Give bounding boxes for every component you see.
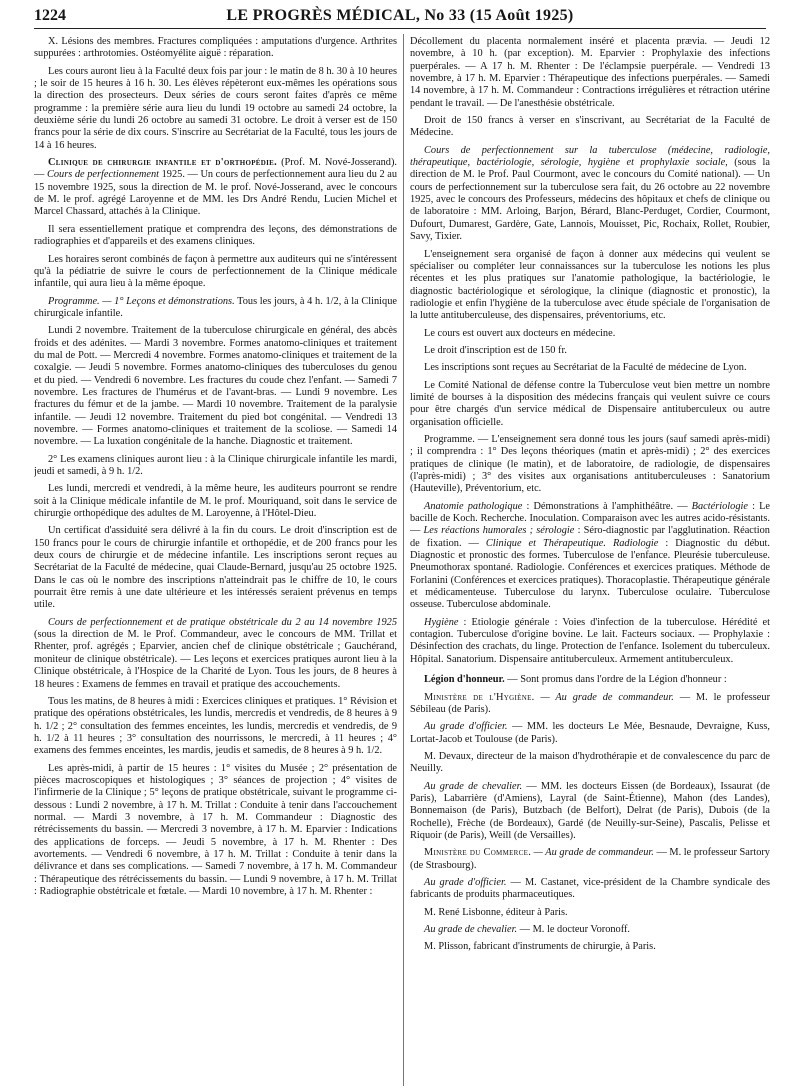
paragraph-text: — MM. les docteurs Le Mée, Besnaude, Devraigne, Kuss, Lortat-Jacob et Toulouse (de Paris). xyxy=(410,721,770,745)
grade-label: — Au grade de commandeur. xyxy=(540,691,674,703)
right-column xyxy=(410,36,770,1086)
column-divider xyxy=(403,34,404,1086)
paragraph-text: — M. le docteur Voronoff. xyxy=(519,924,630,935)
paragraph-text: : Le bacille de Koch. Recherche. Inoculation. Comparaison avec les autres acido-résistants. — xyxy=(410,500,770,537)
paragraph-auditeurs: Les lundi, mercredi et vendredi, à la même heure, les auditeurs pourront se rendre soit à la Clinique médicale infantile de M. le prof. Mouriquand, soit dans le service de chirurgie orthopédique des adultes de M. Laroyenne, à l'Hôtel-Dieu. xyxy=(34,483,397,520)
paragraph-certificat: Un certificat d'assiduité sera délivré à la fin du cours. Le droit d'inscription est de 150 francs pour le cours de chirurgie infantile et orthopédie, et de 200 francs pour les deux cours de chirurgie et de médecine infantile. Les inscriptions seront reçues au Secrétariat de la Faculté de médecine, quai Claude-Bernard, jusqu'au 25 octobre 1925. Dans le cas où le nombre des inscriptions n'atteindrait pas le chiffre de 10, le cours pourrait être remis à une date ultérieure et les intéressés seraient prévenus en temps utile. xyxy=(34,525,397,611)
topic-label: Bactériologie xyxy=(691,500,748,512)
ministry-name: Ministère de l'Hygiène. xyxy=(424,691,535,703)
paragraph-text: : Etiologie générale : Voies d'infection de la tuberculose. Hérédité et contagion. Tuberculose d'origine bovine. Le lait. Facteurs sociaux. — Prophylaxie : Désinfection des crachats, du linge. Protection de l'enfance. Isolement du tuberculeux. Hôpital. Sanatorium. Dispensaire antituberculeux. Armement antituberculeux. xyxy=(410,616,770,665)
topic-label: Les réactions humorales ; sérologie xyxy=(423,525,575,537)
programme-lead: Programme. — 1° Leçons et démonstrations. xyxy=(48,295,235,307)
paragraph-text: (sous la direction de M. le Prof. Paul Courmont, avec le concours du Comité national). — Un cours de perfectionnement sur la tuberculose sera fait, du 26 octobre au 22 novembre 1925, avec le concours des Professeurs, médecins des hôpitaux et chefs de clinique ou de laboratoire : MM. Arloing, Barjon, Bérard, Blanc-Perduget, Cordier, Courmont, Dufourt, Dumarest, Gardère, Gate, Lannois, Mouisset, Pic, Rochaix, Rollet, Roubier, Savy, Tixier. xyxy=(410,157,770,243)
grade-label: — Au grade de commandeur. xyxy=(533,847,654,859)
paragraph-comite: Le Comité National de défense contre la Tuberculose veut bien mettre un nombre limité de bourses à la disposition des médecins français qui veulent suivre ce cours pour être chargés d'un service médical de Dispensaire antituberculeux ou autre organisation officielle. xyxy=(410,379,770,428)
paragraph-schedule: Lundi 2 novembre. Traitement de la tuberculose chirurgicale en général, des abcès froids et des adénites. — Mardi 3 novembre. Formes anatomo-cliniques et traitement du mal de Pott. — Mercredi 4 novembre. Formes anatomo-cliniques et traitement de la coxalgie. — Jeudi 5 novembre. Formes anatomo-cliniques des tuberculoses du genou et du pied. — Vendredi 6 novembre. Les fractures du coude chez l'enfant. — Samedi 7 novembre. Les fractures de l'humérus et de l'avant-bras. — Lundi 9 novembre. Les fractures du fémur et de la jambe. — Mardi 10 novembre. Traitement de la paralysie infantile. — Jeudi 12 novembre. Traitement du pied bot congénital. — Vendredi 13 novembre. — Formes anatomo-cliniques et traitement de la scoliose. — Samedi 14 novembre. — La luxation congénitale de la hanche. Diagnostic et traitement. xyxy=(34,325,397,448)
paragraph-devaux: M. Devaux, directeur de la maison d'hydrothérapie et de convalescence du parc de Neuilly. xyxy=(410,750,770,775)
paragraph-hygiene xyxy=(410,617,770,666)
paragraph-droit-inscription: Le droit d'inscription est de 150 fr. xyxy=(424,344,567,356)
paragraph-text: — M. le professeur Sébileau (de Paris). xyxy=(410,691,770,715)
paragraph-text: — Sont promus dans l'ordre de la Légion d'honneur : xyxy=(507,674,727,686)
paragraph-lesions: X. Lésions des membres. Fractures compliquées : amputations d'urgence. Arthrites suppurées : arthrotomies. Ostéomyélite aiguë : réparation. xyxy=(34,36,397,60)
paragraph-text: — M. le professeur Sartory (de Strasbourg). xyxy=(410,847,770,871)
page-number: 1224 xyxy=(34,7,66,24)
topic-label: Clinique et Thérapeutique. Radiologie xyxy=(485,537,659,549)
course-title: Cours de perfectionnement xyxy=(46,169,160,181)
paragraph-text: (sous la direction de M. le Prof. Commandeur, avec le concours de MM. Trillat et Rhenter, prof. agrégés ; Eparvier, ancien chef de clinique obstétricale ; Gauchérand, moniteur de clinique obstétricale). — Les leçons et exercices pratiques auront lieu à la Clinique obstétricale, à l'Hospice de la Charité de Lyon. Tous les jours, de 8 heures à 18 heures : Examens de femmes en travail et pratique des accouchements. xyxy=(34,629,397,690)
paragraph-clinique-infantile: Clinique de chirurgie infantile et d'orthopédie. (Prof. M. Nové-Josserand). — Cours de perfectionnement 1925. — Un cours de perfectionnement aura lieu du 2 au 15 novembre 1925, sous la direction de M. le prof. Nové-Josserand, avec le concours de M. le prof. agrégé Laroyenne et de MM. les Drs André Rendu, Lucien Michel et Marcel Chassard, attachés à la Clinique. xyxy=(34,157,397,218)
paragraph-hygiene-ministere xyxy=(410,692,770,717)
paragraph-text: — MM. les docteurs Eissen (de Bordeaux), Issaurat (de Paris), Labarrière (d'Amiens), Layral (de Saint-Étienne), Mahon (des Landes), Bonnemaison (de Paris), Butzbach (de Belfort), Delrat (de Paris), Dubois (de la Rochelle), Frèche (de Bordeaux), Gardé (de Neuilly-sur-Seine), Pascalis, Pelisse et Riquoir (de Paris), Weill (de Versailles). xyxy=(410,780,770,841)
journal-title: LE PROGRÈS MÉDICAL, No 33 (15 Août 1925) xyxy=(226,7,574,24)
paragraph-plisson: M. Plisson, fabricant d'instruments de chirurgie, à Paris. xyxy=(424,941,656,953)
section-heading: Clinique de chirurgie infantile et d'orthopédie. xyxy=(48,157,278,169)
paragraph-commerce-chevalier xyxy=(410,924,770,936)
paragraph-text: Tous les jours, à 4 h. 1/2, à la Clinique chirurgicale infantile. xyxy=(34,295,397,319)
paragraph-officier xyxy=(410,721,770,746)
course-title: Cours de perfectionnement et de pratique obstétricale du 2 au 14 novembre 1925 xyxy=(48,616,397,628)
left-column xyxy=(34,36,397,1086)
paragraph-tuberculose xyxy=(410,145,770,244)
paragraph-text: : Démonstrations à l'amphithéâtre. — xyxy=(526,500,688,512)
ministry-name: Ministère du Commerce. xyxy=(424,847,532,859)
grade-label: Au grade de chevalier. xyxy=(424,780,523,792)
paragraph-commerce xyxy=(410,847,770,872)
paragraph-programme-tuberculose: Programme. — L'enseignement sera donné tous les jours (sauf samedi après-midi) ; il comprendra : 1° Des leçons théoriques (matin et après-midi) ; 2° des exercices pratiques de clinique (le matin), et de laboratoire, de radiologie, de dispensaires (l'après-midi) ; 3° des visites aux organisations antituberculeuses : Sanatorium (Hauteville), Préventorium, etc. xyxy=(410,433,770,495)
grade-label: Au grade d'officier. xyxy=(424,876,507,888)
course-title: Cours de perfectionnement sur la tuberculose (médecine, radiologie, thérapeutique, bactériologie, sérologie, hygiène et prophylaxie sociale, xyxy=(410,144,770,169)
paragraph-droit: Droit de 150 francs à verser en s'inscrivant, au Secrétariat de la Faculté de Médecine. xyxy=(410,115,770,139)
paragraph-examens: 2° Les examens cliniques auront lieu : à la Clinique chirurgicale infantile les mardi, jeudi et samedi, à 9 h. 1/2. xyxy=(34,453,397,477)
paragraph-commerce-officier xyxy=(410,877,770,902)
paragraph-chevalier xyxy=(410,781,770,843)
grade-label: Au grade d'officier. xyxy=(424,721,508,733)
paragraph-text: : Séro-diagnostic par l'agglutination. Réaction de fixation. — xyxy=(410,525,770,549)
paragraph-inscriptions: Les inscriptions sont reçues au Secrétariat de la Faculté de médecine de Lyon. xyxy=(424,362,747,374)
paragraph-pratique: Il sera essentiellement pratique et comprendra des leçons, des démonstrations de radiographies et d'appareils et des examens cliniques. xyxy=(34,223,397,248)
paragraph-text: 1925. — Un cours de perfectionnement aura lieu du 2 au 15 novembre 1925, sous la direction de M. le prof. Nové-Josserand, avec le concours de M. le prof. agrégé Laroyenne et de MM. les Drs André Rendu, Lucien Michel et Marcel Chassard, attachés à la Clinique. xyxy=(34,169,397,218)
paragraph-horaires: Les horaires seront combinés de façon à permettre aux auditeurs qui ne s'intéressent qu'à la pédiatrie de suivre le cours de perfectionnement de la Clinique médicale infantile, qui aura lieu à la même époque. xyxy=(34,253,397,290)
topic-label: Hygiène xyxy=(424,616,459,628)
paragraph-lisbonne: M. René Lisbonne, éditeur à Paris. xyxy=(424,906,568,918)
paragraph-continuation: Décollement du placenta normalement inséré et placenta prævia. — Jeudi 12 novembre, à 10 h. (par exception). M. Eparvier : Prophylaxie des infections puerpérales. — A 17 h. M. Rhenter : De l'éclampsie puerpérale. — Vendredi 13 novembre, à 17 h. M. Eparvier : Thérapeutique des infections puerpérales. — Samedi 14 novembre, à 17 h. M. Commandeur : Contractions irrégulières et rétraction utérine pendant le travail. — De l'anesthésie obstétricale. xyxy=(410,36,770,109)
paragraph-legion xyxy=(410,674,770,686)
page-header xyxy=(34,6,766,29)
paragraph-anatomie xyxy=(410,501,770,612)
paragraph-matins: Tous les matins, de 8 heures à midi : Exercices cliniques et pratiques. 1° Révision et pratique des opérations obstétricales, les lundis, mercredis et vendredis, de 8 heures à 9 h. 1/2 ; 2° consultation des femmes enceintes, les lundis, mercredis et vendredis, de 9 h. 1/2 à 11 heures ; 3° consultation des nourrissons, le mercredi, à 11 heures ; 4° examens des femmes enceintes, les mardis, jeudis et samedis, de 8 heures à 9 h. 1/2. xyxy=(34,695,397,757)
paragraph-apres-midi: Les après-midi, à partir de 15 heures : 1° visites du Musée ; 2° présentation de pièces macroscopiques et histologiques ; 3° séances de projection ; 4° visites de l'infirmerie de la Clinique ; 5° leçons de pratique obstétricale, suivant le programme ci-dessous : Lundi 2 novembre, à 17 h. M. Trillat : Conduite à tenir dans l'accouchement normal. — Mardi 3 novembre, à 17 h. M. Commandeur : Diagnostic des rétrécissements du bassin. — Mercredi 3 novembre, à 17 h. M. Eparvier : Indications des applications de forceps. — Jeudi 5 novembre, à 17 h. M. Rhenter : Des avortements. — Vendredi 6 novembre, à 17 h. M. Trillat : Conduite à tenir dans la délivrance et dans ses complications. — Samedi 7 novembre, à 17 h. M. Commandeur : Thérapeutique des rétrécissements du bassin. — Lundi 9 novembre, à 17 h. M. Trillat : Radiographie obstétricale et fœtale. — Mardi 10 novembre, à 17 h. M. Rhenter : xyxy=(34,762,397,897)
paragraph-cours-faculte: Les cours auront lieu à la Faculté deux fois par jour : le matin de 8 h. 30 à 10 heures ; le soir de 15 heures à 16 h. 30. Les élèves répèteront eux-mêmes les opérations sous la direction des prosecteurs. Deux séries de cours seront faites d'après ce même programme : la première série aura lieu du lundi 19 octobre au samedi 24 octobre, la deuxième série du lundi 26 octobre au samedi 31 octobre. Le droit à verser est de 150 francs pour la série de dix cours. S'inscrire au Secrétariat de la Faculté, tous les jours de 14 à 16 heures. xyxy=(34,65,397,151)
grade-label: Au grade de chevalier. xyxy=(424,924,518,935)
paragraph-text: : Diagnostic du début. Diagnostic et pronostic des formes. Tuberculose de l'enfance. Pleurésie tuberculeuse. Pneumothorax spontané. Radiologie. Conférences et exercices pratiques. Méthode de Forlanini (Conférences et exercices pratiques). Thoracoplastie. Thérapeutique générale et médicamenteuse. Tuberculose du larynx. Tuberculose oculaire. Tuberculose osseuse. Tuberculose abdominale. xyxy=(410,537,770,611)
paragraph-obstetrique xyxy=(34,617,397,691)
professor-name: (Prof. M. Nové-Josserand). xyxy=(281,157,397,169)
section-heading: Légion d'honneur. xyxy=(424,674,505,686)
paragraph-text: — M. Castanet, vice-président de la Chambre syndicale des fabricants de produits pharmaceutiques. xyxy=(410,876,770,901)
paragraph-enseignement: L'enseignement sera organisé de façon à donner aux médecins qui veulent se spécialiser ou compléter leur connaissances sur la tuberculose les notions les plus récentes et les plus pratiques sur l'anatomie pathologique, la bactériologie, le diagnostic bactériologique et sérologique, la clinique (diagnostic et pronostic), la radiologie et enfin l'hygiène de la tuberculose avec étude spéciale de l'organisation de la lutte antituberculeuse, des dispensaires, préventoriums, etc. xyxy=(410,248,770,322)
paragraph-ouvert: Le cours est ouvert aux docteurs en médecine. xyxy=(424,327,616,339)
paragraph-programme xyxy=(34,296,397,321)
topic-label: Anatomie pathologique xyxy=(424,500,523,512)
